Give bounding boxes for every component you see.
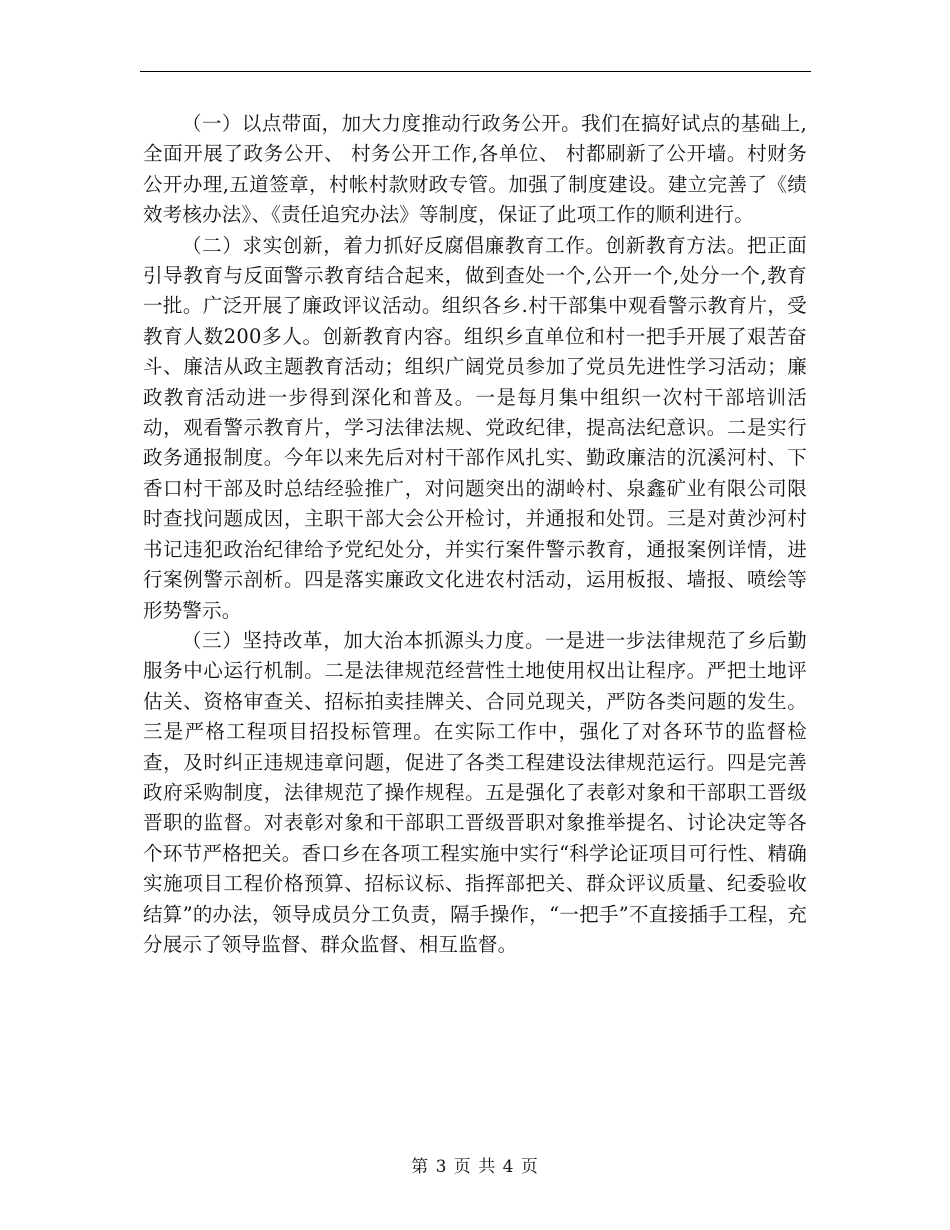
footer-middle: 页 共 [453,1157,497,1177]
footer-prefix: 第 [411,1157,430,1177]
footer-current-page: 3 [435,1157,448,1177]
page-footer [0,1152,950,1177]
paragraph-2: （二）求实创新，着力抓好反腐倡廉教育工作。创新教育方法。把正面引导教育与反面警示教育结合起来，做到查处一个,公开一个,处分一个,教育一批。广泛开展了廉政评议活动。组织各乡.村干部集中观看警示教育片，受教育人数200多人。创新教育内容。组织乡直单位和村一把手开展了艰苦奋斗、廉洁从政主题教育活动；组织广阔党员参加了党员先进性学习活动；廉政教育活动进一步得到深化和普及。一是每月集中组织一次村干部培训活动，观看警示教育片，学习法律法规、党政纪律，提高法纪意识。二是实行政务通报制度。今年以来先后对村干部作风扎实、勤政廉洁的沉溪河村、下香口村干部及时总结经验推广，对问题突出的湖岭村、泉鑫矿业有限公司限时查找问题成因，主职干部大会公开检讨，并通报和处罚。三是对黄沙河村书记违犯政治纪律给予党纪处分，并实行案件警示教育，通报案例详情，进行案例警示剖析。四是落实廉政文化进农村活动，运用板报、墙报、喷绘等形势警示。 [143,233,807,622]
header-rule [140,71,811,72]
footer-total-pages: 4 [502,1157,515,1177]
document-body [143,109,807,960]
paragraph-3: （三）坚持改革，加大治本抓源头力度。一是进一步法律规范了乡后勤服务中心运行机制。二是法律规范经营性土地使用权出让程序。严把土地评估关、资格审查关、招标拍卖挂牌关、合同兑现关，严防各类问题的发生。三是严格工程项目招投标管理。在实际工作中，强化了对各环节的监督检查，及时纠正违规违章问题，促进了各类工程建设法律规范运行。四是完善政府采购制度，法律规范了操作规程。五是强化了表彰对象和干部职工晋级晋职的监督。对表彰对象和干部职工晋级晋职对象推举提名、讨论决定等各个环节严格把关。香口乡在各项工程实施中实行“科学论证项目可行性、精确实施项目工程价格预算、招标议标、指挥部把关、群众评议质量、纪委验收结算”的办法，领导成员分工负责，隔手操作，“一把手”不直接插手工程，充分展示了领导监督、群众监督、相互监督。 [143,628,807,956]
paragraph-1: （一）以点带面，加大力度推动行政务公开。我们在搞好试点的基础上,全面开展了政务公开、 村务公开工作,各单位、 村都刷新了公开墙。村财务公开办理,五道签章，村帐村款财政专管。加强了制度建设。建立完善了《绩效考核办法》、《责任追究办法》等制度，保证了此项工作的顺利进行。 [143,112,807,227]
footer-suffix: 页 [520,1157,539,1177]
